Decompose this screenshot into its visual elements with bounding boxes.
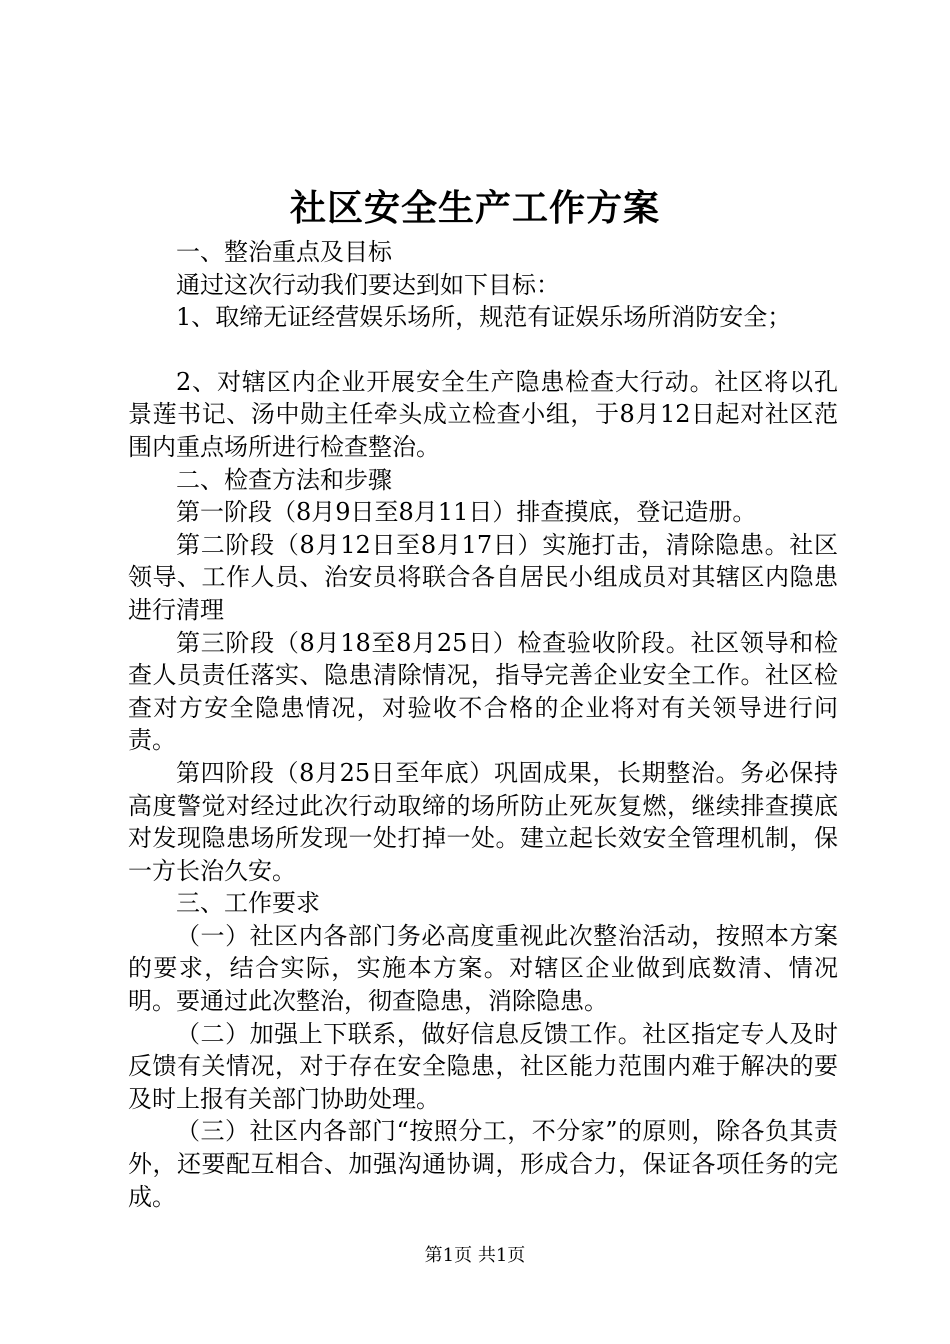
paragraph-goal-1: 1、取缔无证经营娱乐场所，规范有证娱乐场所消防安全；: [176, 303, 792, 332]
section-heading-3: 三、工作要求: [176, 889, 320, 918]
document-body: [128, 236, 838, 1213]
paragraph-phase-3: 第三阶段（8月18至8月25日）检查验收阶段。社区领导和检查人员责任落实、隐患清除情况，指导完善企业安全工作。社区检查对方安全隐患情况，对验收不合格的企业将对有关领导进行问责。: [128, 628, 838, 755]
section-heading-2: 二、检查方法和步骤: [176, 465, 392, 494]
paragraph-intro: 通过这次行动我们要达到如下目标：: [176, 270, 560, 299]
paragraph-phase-4: 第四阶段（8月25日至年底）巩固成果，长期整治。务必保持高度警觉对经过此次行动取缔的场所防止死灰复燃，继续排查摸底对发现隐患场所发现一处打掉一处。建立起长效安全管理机制，保一方长治久安。: [128, 758, 838, 885]
document-title: 社区安全生产工作方案: [289, 187, 660, 229]
paragraph-goal-2: 2、对辖区内企业开展安全生产隐患检查大行动。社区将以孔景莲书记、汤中勋主任牵头成立检查小组，于8月12日起对社区范围内重点场所进行检查整治。: [128, 367, 838, 461]
paragraph-requirement-1: （一）社区内各部门务必高度重视此次整治活动，按照本方案的要求，结合实际，实施本方案。对辖区企业做到底数清、情况明。要通过此次整治，彻查隐患，消除隐患。: [128, 921, 838, 1016]
paragraph-requirement-3: （三）社区内各部门“按照分工，不分家”的原则，除各负其责外，还要配互相合、加强沟通协调，形成合力，保证各项任务的完成。: [128, 1117, 838, 1211]
page-number-footer: 第1页 共1页: [424, 1245, 526, 1266]
paragraph-requirement-2: （二）加强上下联系，做好信息反馈工作。社区指定专人及时反馈有关情况，对于存在安全隐患，社区能力范围内难于解决的要及时上报有关部门协助处理。: [128, 1019, 838, 1113]
section-heading-1: 一、整治重点及目标: [176, 238, 392, 266]
paragraph-phase-1: 第一阶段（8月9日至8月11日）排查摸底，登记造册。: [176, 498, 757, 527]
paragraph-phase-2: 第二阶段（8月12日至8月17日）实施打击，清除隐患。社区领导、工作人员、治安员将联合各自居民小组成员对其辖区内隐患进行清理: [128, 530, 838, 624]
